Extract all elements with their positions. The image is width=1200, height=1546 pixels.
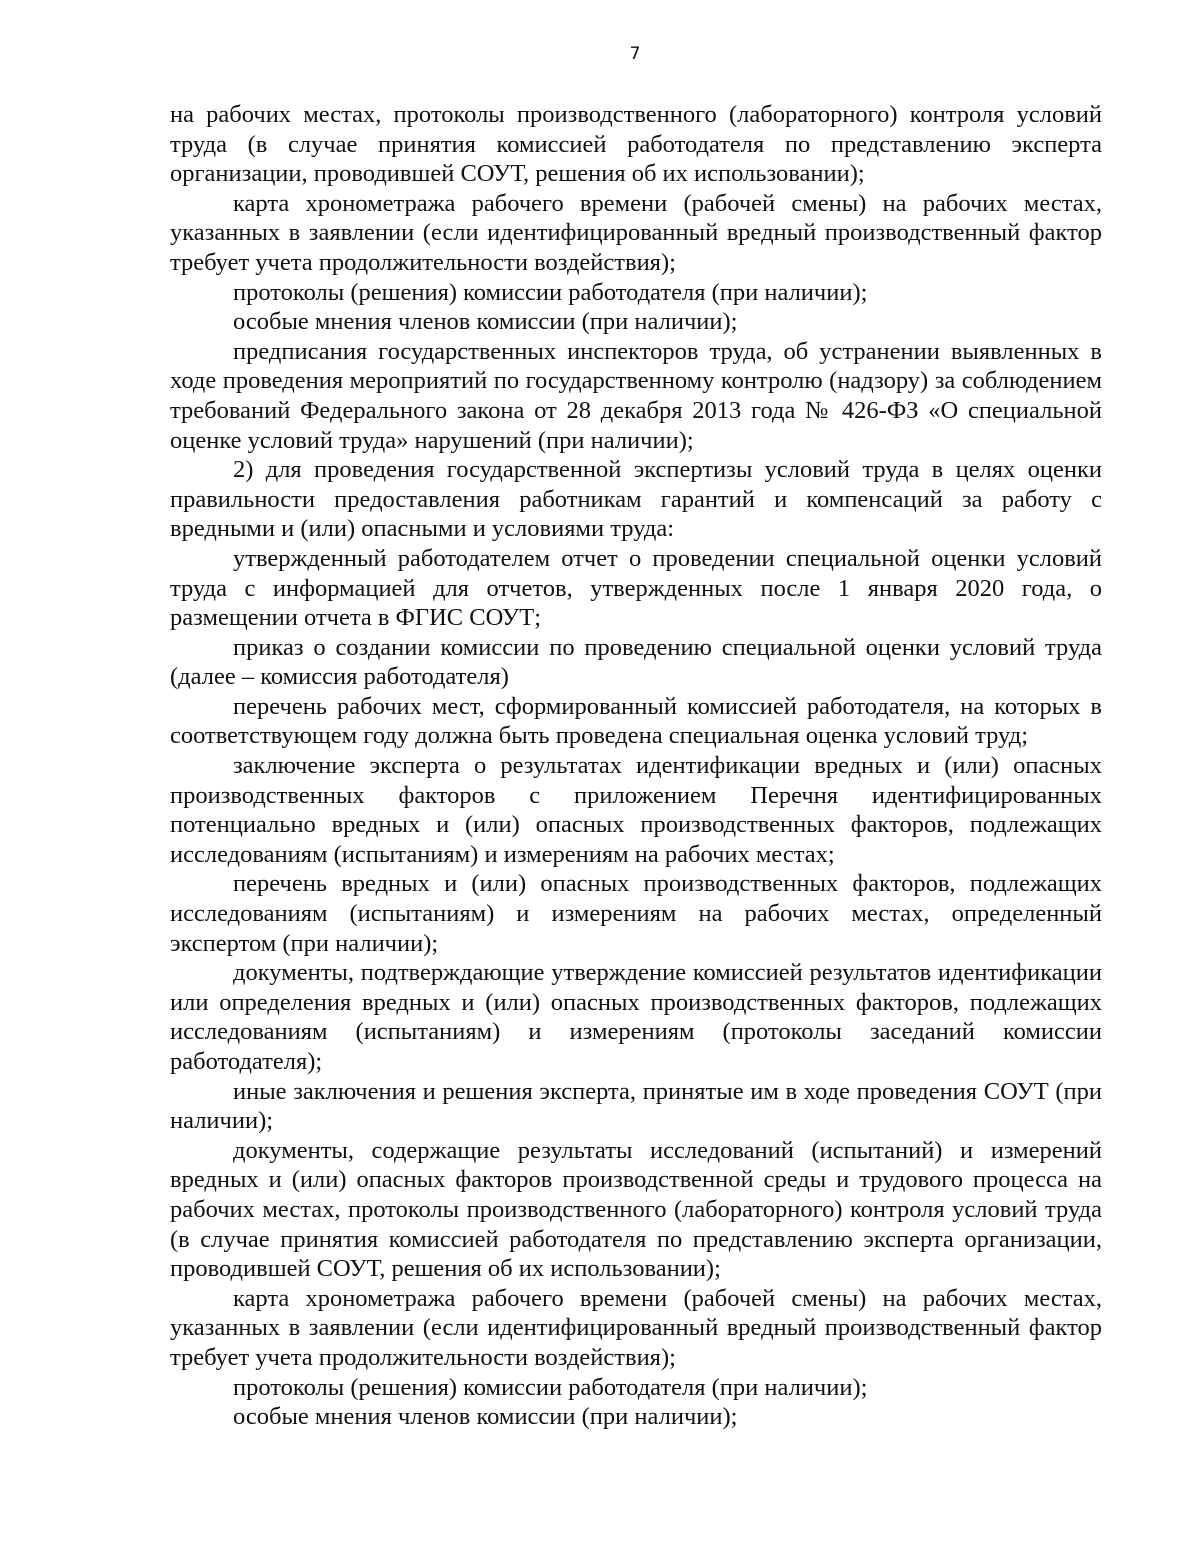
paragraph: особые мнения членов комиссии (при наличии); xyxy=(233,308,738,336)
paragraph: перечень вредных и (или) опасных производственных факторов, подлежащих исследованиям (испытаниям) и измерениям на рабочих местах, определенный экспертом (при наличии); xyxy=(170,870,1102,957)
paragraph: приказ о создании комиссии по проведению специальной оценки условий труда (далее – комиссия работодателя) xyxy=(170,633,1102,691)
paragraph: предписания государственных инспекторов труда, об устранении выявленных в ходе проведения мероприятий по государственному контролю (надзору) за соблюдением требований Федерального закона от 28 декабря 2013 года № 426-ФЗ «О специальной оценке условий труда» нарушений (при наличии); xyxy=(170,337,1102,454)
paragraph: протоколы (решения) комиссии работодателя (при наличии); xyxy=(233,278,868,306)
paragraph: особые мнения членов комиссии (при наличии); xyxy=(233,1403,738,1431)
paragraph: протоколы (решения) комиссии работодателя (при наличии); xyxy=(233,1373,868,1401)
paragraph: карта хронометража рабочего времени (рабочей смены) на рабочих местах, указанных в заявлении (если идентифицированный вредный производственный фактор требует учета продолжительности воздействия); xyxy=(170,189,1102,276)
page-number: 7 xyxy=(629,44,641,64)
paragraph: перечень рабочих мест, сформированный комиссией работодателя, на которых в соответствующем году должна быть проведена специальная оценка условий труд; xyxy=(170,692,1102,750)
paragraph: документы, содержащие результаты исследований (испытаний) и измерений вредных и (или) опасных факторов производственной среды и трудового процесса на рабочих местах, протоколы производственного (лабораторного) контроля условий труда (в случае принятия комиссией работодателя по представлению эксперта организации, проводившей СОУТ, решения об их использовании); xyxy=(170,1136,1102,1283)
paragraph: заключение эксперта о результатах идентификации вредных и (или) опасных производственных факторов с приложением Перечня идентифицированных потенциально вредных и (или) опасных производственных факторов, подлежащих исследованиям (испытаниям) и измерениям на рабочих местах; xyxy=(170,752,1102,868)
paragraph: карта хронометража рабочего времени (рабочей смены) на рабочих местах, указанных в заявлении (если идентифицированный вредный производственный фактор требует учета продолжительности воздействия); xyxy=(170,1284,1102,1371)
document-body xyxy=(170,100,1102,1432)
paragraph: иные заключения и решения эксперта, принятые им в ходе проведения СОУТ (при наличии); xyxy=(170,1077,1102,1135)
paragraph-continuation: на рабочих местах, протоколы производственного (лабораторного) контроля условий труда (в случае принятия комиссией работодателя по представлению эксперта организации, проводившей СОУТ, решения об их использовании); xyxy=(170,101,1102,188)
paragraph: утвержденный работодателем отчет о проведении специальной оценки условий труда с информацией для отчетов, утвержденных после 1 января 2020 года, о размещении отчета в ФГИС СОУТ; xyxy=(170,544,1102,632)
paragraph: документы, подтверждающие утверждение комиссией результатов идентификации или определения вредных и (или) опасных производственных факторов, подлежащих исследованиям (испытаниям) и измерениям (протоколы заседаний комиссии работодателя); xyxy=(170,959,1102,1075)
paragraph-section-2: 2) для проведения государственной экспертизы условий труда в целях оценки правильности предоставления работникам гарантий и компенсаций за работу с вредными и (или) опасными и условиями труда: xyxy=(170,456,1102,543)
